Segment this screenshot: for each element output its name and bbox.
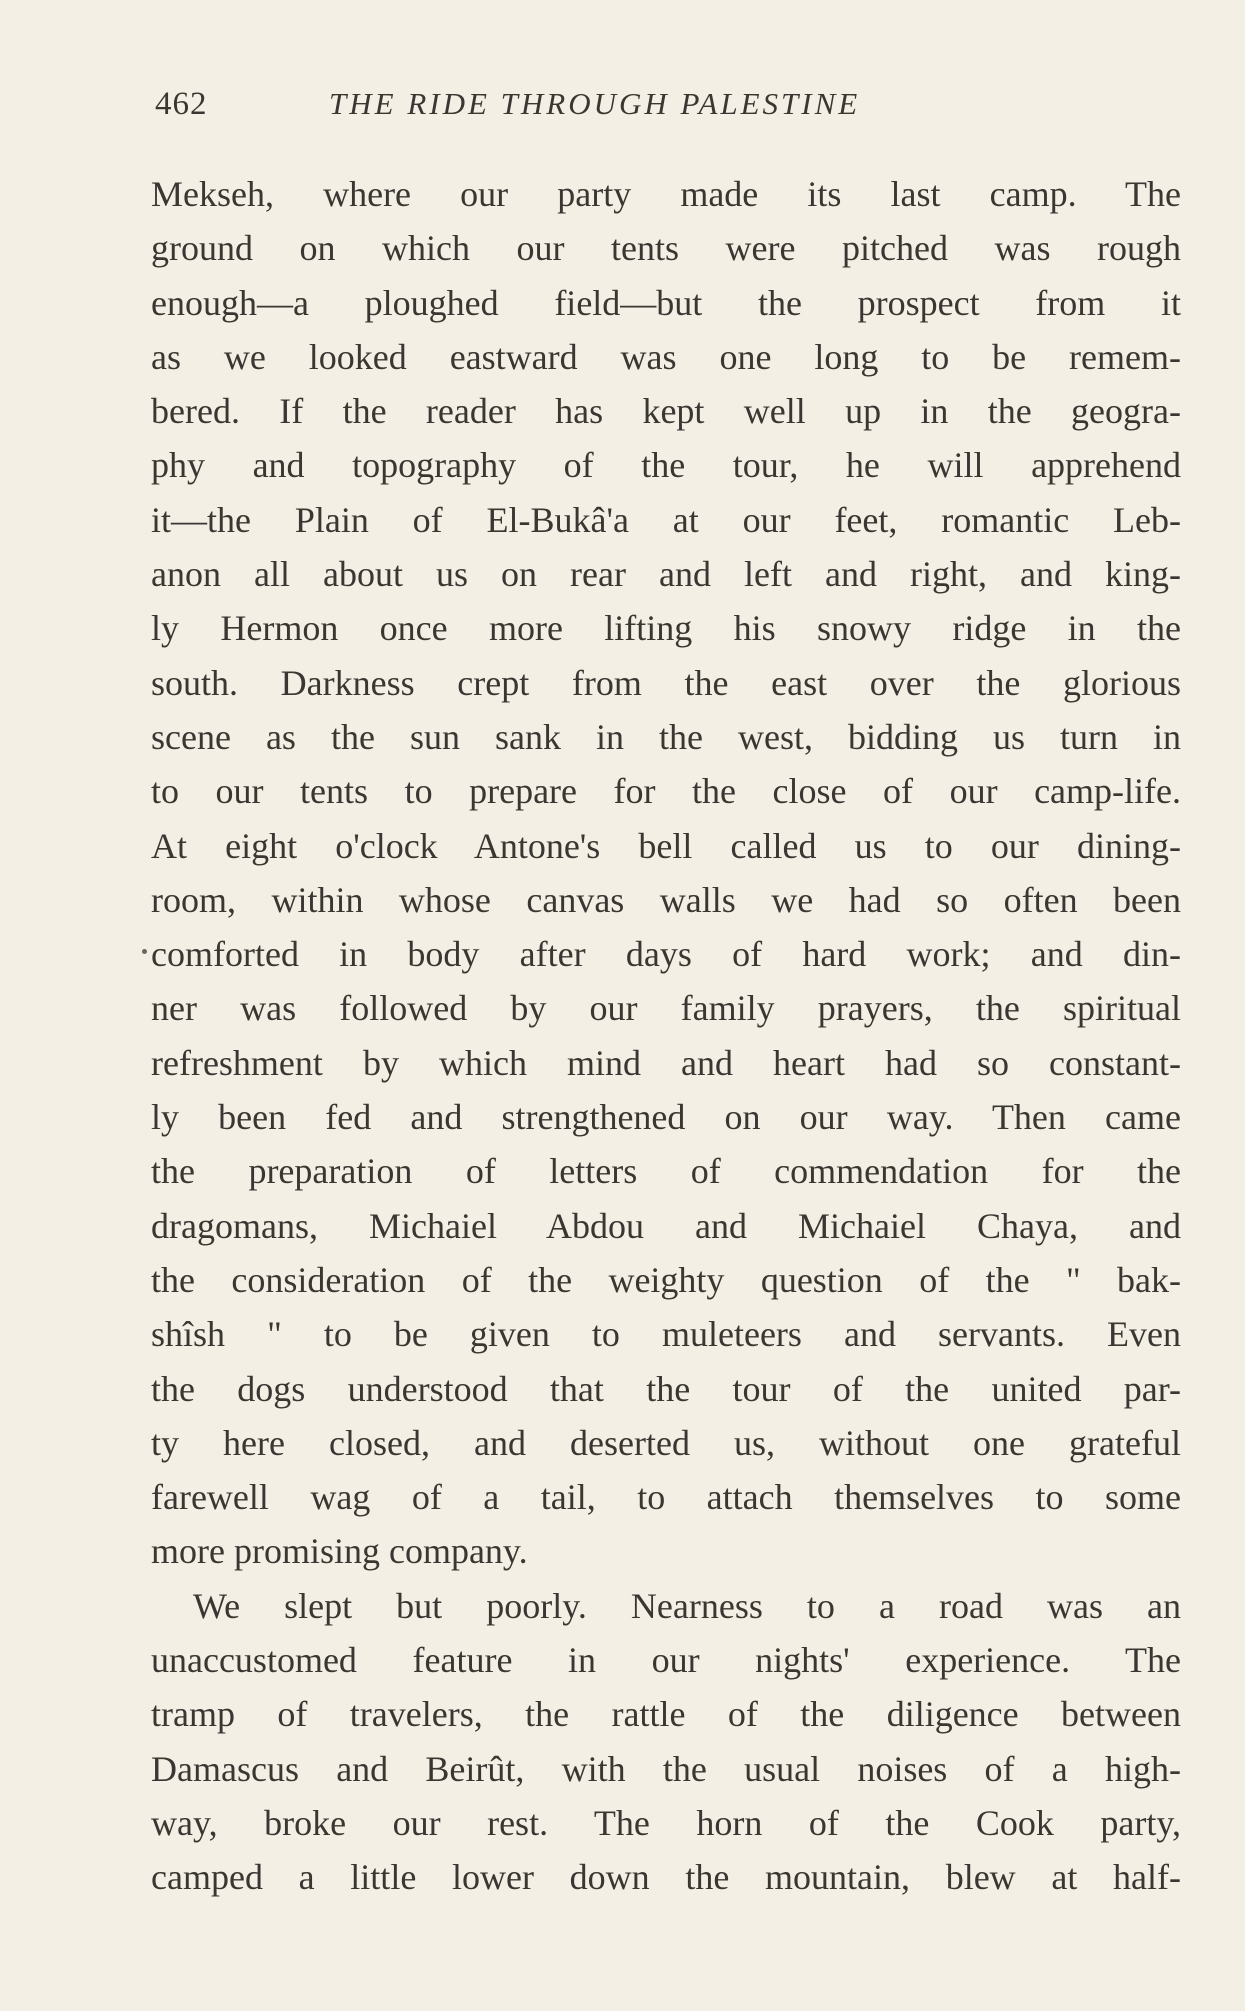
text-line: ground on which our tents were pitched was rough (151, 228, 1181, 269)
text-line: unaccustomed feature in our nights' experience. The (151, 1640, 1181, 1681)
text-line: farewell wag of a tail, to attach themselves to some (151, 1477, 1181, 1518)
text-line: as we looked eastward was one long to be remem- (151, 336, 1181, 377)
text-line: it—the Plain of El-Bukâ'a at our feet, romantic Leb- (151, 499, 1181, 540)
body-text (151, 167, 1181, 1905)
text-line: bered. If the reader has kept well up in the geogra- (151, 391, 1181, 432)
text-line: refreshment by which mind and heart had so constant- (151, 1042, 1181, 1083)
text-line: phy and topography of the tour, he will apprehend (151, 445, 1181, 486)
text-line: enough—a ploughed field—but the prospect from it (151, 282, 1181, 323)
text-line: Damascus and Beirût, with the usual noises of a high- (151, 1748, 1181, 1789)
text-line: anon all about us on rear and left and right, and king- (151, 554, 1181, 595)
page-number: 462 (155, 86, 208, 122)
text-line: ly been fed and strengthened on our way. Then came (151, 1097, 1181, 1138)
text-line: ly Hermon once more lifting his snowy ridge in the (151, 608, 1181, 649)
text-line: scene as the sun sank in the west, bidding us turn in (151, 716, 1181, 757)
text-line: tramp of travelers, the rattle of the diligence between (151, 1694, 1181, 1735)
text-line: to our tents to prepare for the close of our camp-life. (151, 771, 1181, 812)
text-line: We slept but poorly. Nearness to a road was an (193, 1585, 1181, 1626)
margin-dot (142, 949, 147, 954)
text-line: the consideration of the weighty question of the " bak- (151, 1259, 1181, 1300)
text-line: south. Darkness crept from the east over the glorious (151, 662, 1181, 703)
text-line: camped a little lower down the mountain, blew at half- (151, 1857, 1181, 1898)
text-line: room, within whose canvas walls we had so often been (151, 879, 1181, 920)
text-line: way, broke our rest. The horn of the Cook party, (151, 1802, 1181, 1843)
text-line: dragomans, Michaiel Abdou and Michaiel Chaya, and (151, 1205, 1181, 1246)
text-line: ty here closed, and deserted us, without one grateful (151, 1422, 1181, 1463)
text-line: ner was followed by our family prayers, the spiritual (151, 988, 1181, 1029)
text-line: At eight o'clock Antone's bell called us to our dining- (151, 825, 1181, 866)
text-line: more promising company. (151, 1531, 528, 1572)
text-line: comforted in body after days of hard work; and din- (151, 934, 1181, 975)
running-head (155, 86, 1085, 136)
text-line: the preparation of letters of commendation for the (151, 1151, 1181, 1192)
running-title: THE RIDE THROUGH PALESTINE (329, 86, 861, 121)
text-line: shîsh " to be given to muleteers and servants. Even (151, 1314, 1181, 1355)
text-line: Mekseh, where our party made its last camp. The (151, 174, 1181, 214)
text-line: the dogs understood that the tour of the united par- (151, 1368, 1181, 1409)
